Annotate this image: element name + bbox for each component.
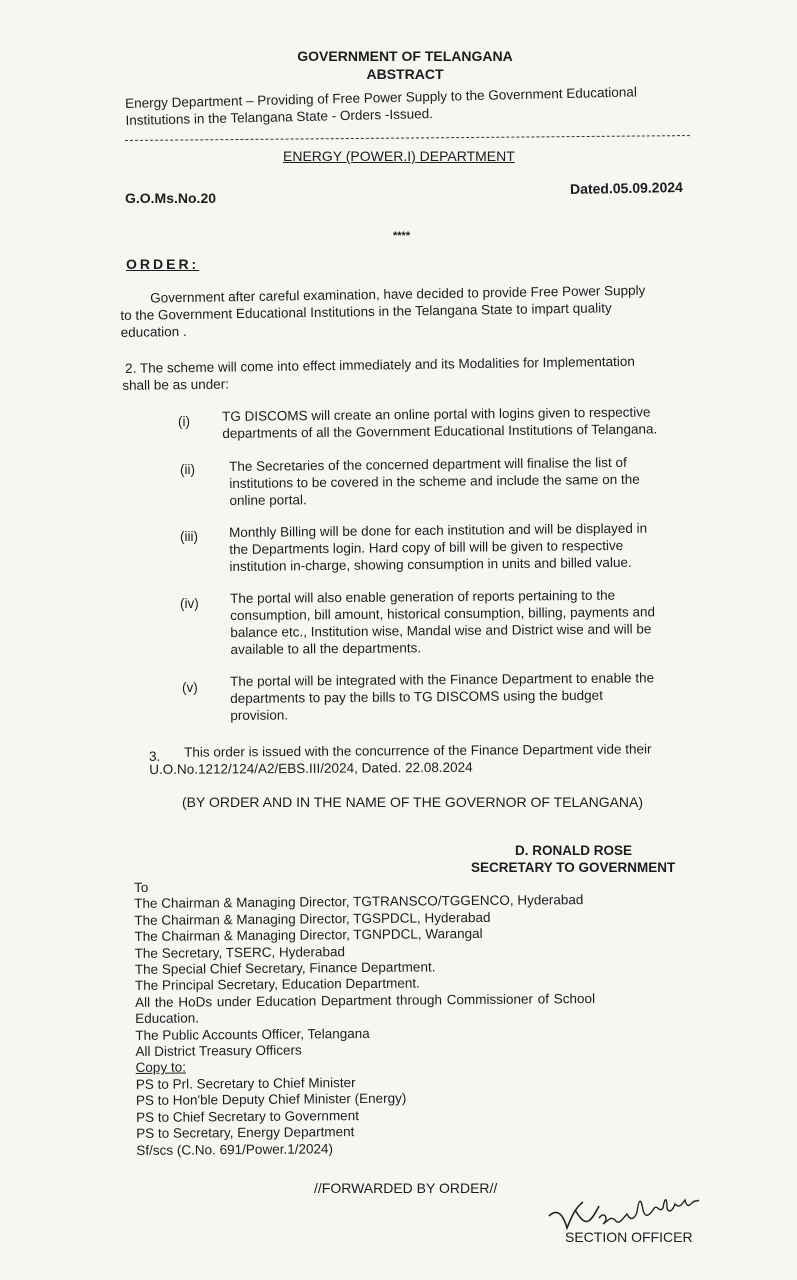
subject-line-1: Energy Department – Providing of Free Power Supply to the Government Educational	[125, 84, 638, 111]
copy-item: PS to Hon'ble Deputy Chief Minister (Energy)	[135, 1090, 407, 1109]
separator-dashed	[125, 135, 690, 141]
section-officer-title: SECTION OFFICER	[565, 1229, 693, 1245]
item-line: The portal will be integrated with the Finance Department to enable the	[230, 670, 655, 689]
signatory-name: D. RONALD ROSE	[515, 843, 633, 858]
recipient-item: All District Treasury Officers	[135, 1042, 302, 1060]
item-text	[230, 669, 688, 724]
item-text	[229, 519, 691, 575]
para3-number: 3.	[149, 749, 161, 764]
para2-line-2: shall be as under:	[122, 376, 230, 393]
copy-item: PS to Prl. Secretary to Chief Minister	[135, 1074, 356, 1092]
para2-line-1: 2. The scheme will come into effect immediately and its Modalities for Implementation	[125, 353, 635, 376]
go-number: G.O.Ms.No.20	[125, 190, 217, 206]
order-heading: ORDER:	[126, 256, 200, 272]
item-line: TG DISCOMS will create an online portal with logins given to respective	[222, 404, 651, 424]
forwarded-line: //FORWARDED BY ORDER//	[314, 1180, 498, 1196]
recipient-item: The Chairman & Managing Director, TGNPDCL, Warangal	[134, 926, 483, 945]
to-label: To	[134, 879, 149, 895]
item-line: available to all the departments.	[230, 640, 422, 657]
item-number: (i)	[178, 414, 190, 429]
department-title: ENERGY (POWER.I) DEPARTMENT	[283, 148, 515, 164]
order-date: Dated.05.09.2024	[569, 179, 683, 197]
item-text	[222, 403, 690, 442]
recipient-item: All the HoDs under Education Department through Commissioner of School	[135, 990, 596, 1010]
item-line: online portal.	[229, 492, 307, 508]
item-line: the Departments login. Hard copy of bill will be given to respective	[229, 537, 624, 557]
item-line: consumption, bill amount, historical consumption, billing, payments and	[230, 604, 656, 623]
signatory-title: SECRETARY TO GOVERNMENT	[471, 860, 676, 875]
subject-line-2: Institutions in the Telangana State - Orders -Issued.	[125, 106, 434, 128]
recipient-item: The Public Accounts Officer, Telangana	[135, 1025, 370, 1043]
item-line: departments of all the Government Educational Institutions of Telangana.	[222, 421, 658, 441]
copy-item: PS to Chief Secretary to Government	[136, 1107, 359, 1125]
copy-item: PS to Secretary, Energy Department	[136, 1124, 355, 1142]
item-line: departments to pay the bills to TG DISCOMS using the budget	[230, 687, 603, 706]
order-paragraph-3	[149, 740, 694, 778]
item-number: (iii)	[180, 529, 198, 544]
item-line: balance etc., Institution wise, Mandal wise and District wise and will be	[230, 621, 652, 640]
order-paragraph-2	[122, 352, 697, 394]
para3-line-2: U.O.No.1212/124/A2/EBS.III/2024, Dated. 22.08.2024	[149, 759, 473, 777]
item-line: The Secretaries of the concerned department will finalise the list of	[229, 454, 627, 474]
item-text	[230, 586, 689, 658]
recipient-item: The Chairman & Managing Director, TGSPDCL, Hyderabad	[134, 909, 491, 928]
item-line: institution in-charge, showing consumption in units and billed value.	[229, 554, 632, 574]
recipient-item: The Principal Secretary, Education Department.	[134, 975, 420, 994]
recipient-item: The Chairman & Managing Director, TGTRANSCO/TGGENCO, Hyderabad	[134, 892, 584, 912]
para1-line-1: Government after careful examination, have decided to provide Free Power Supply	[150, 282, 646, 306]
para1-line-2: to the Government Educational Institutions in the Telangana State to impart quality	[120, 300, 612, 323]
para3-line-1: This order is issued with the concurrence of the Finance Department vide their	[184, 741, 652, 760]
item-number: (ii)	[180, 462, 195, 477]
recipient-item: The Secretary, TSERC, Hyderabad	[134, 943, 346, 961]
subject-block	[125, 82, 706, 129]
item-line: provision.	[230, 707, 289, 723]
item-text	[229, 453, 691, 509]
para1-line-3: education .	[120, 323, 187, 340]
item-line: Monthly Billing will be done for each institution and will be displayed in	[229, 520, 648, 540]
item-number: (iv)	[180, 596, 199, 611]
copy-item: Sf/scs (C.No. 691/Power.1/2024)	[136, 1140, 334, 1158]
government-title: GOVERNMENT OF TELANGANA	[297, 48, 513, 64]
by-order-line: (BY ORDER AND IN THE NAME OF THE GOVERNOR OF TELANGANA)	[182, 794, 644, 810]
recipient-item: The Special Chief Secretary, Finance Department.	[134, 959, 436, 978]
separator-stars: ****	[393, 230, 411, 242]
order-paragraph-1	[120, 281, 696, 341]
item-line: The portal will also enable generation of reports pertaining to the	[230, 587, 616, 606]
copy-to-label: Copy to:	[135, 1060, 186, 1076]
item-number: (v)	[182, 680, 198, 695]
abstract-title: ABSTRACT	[366, 66, 444, 82]
item-line: institutions to be covered in the scheme and include the same on the	[229, 471, 640, 491]
recipient-item: Education.	[135, 1010, 200, 1027]
distribution-list	[134, 875, 681, 1159]
